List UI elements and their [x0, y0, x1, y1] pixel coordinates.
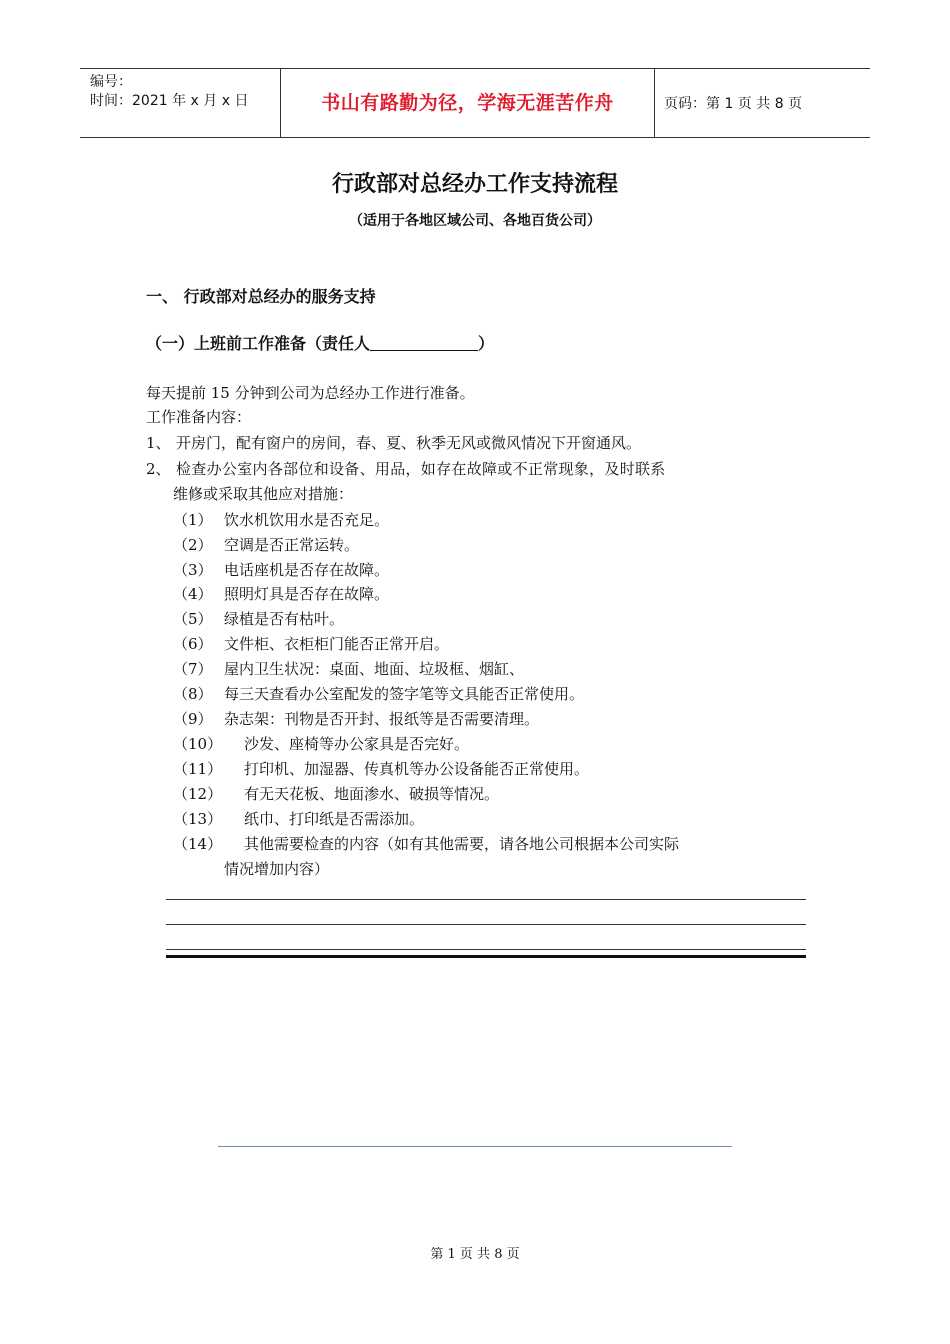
sub-item-number: （7）	[173, 660, 213, 678]
sub-item: 文件柜、衣柜柜门能否正常开启。	[224, 635, 450, 653]
sub-item-number: （11）	[173, 760, 223, 778]
list-item-continuation: 维修或采取其他应对措施：	[173, 485, 354, 503]
sub-item: 空调是否正常运转。	[224, 536, 360, 554]
sub-heading	[146, 332, 494, 356]
sub-item-number: （9）	[173, 710, 213, 728]
sub-item: 其他需要检查的内容（如有其他需要，请各地公司根据本公司实际	[244, 835, 680, 853]
document-subtitle: （适用于各地区域公司、各地百货公司）	[349, 213, 601, 229]
page-code: 页码：第 1 页 共 8 页	[664, 96, 803, 112]
sub-item: 有无天花板、地面渗水、破损等情况。	[244, 785, 500, 803]
header-table	[80, 68, 870, 138]
sub-item: 电话座机是否存在故障。	[224, 561, 390, 579]
list-item: 开房门，配有窗户的房间，春、夏、秋季无风或微风情况下开窗通风。	[176, 434, 642, 452]
motto: 书山有路勤为径，学海无涯苦作舟	[321, 92, 614, 114]
section-end-rule	[166, 955, 806, 958]
sub-item: 沙发、座椅等办公家具是否完好。	[244, 735, 470, 753]
fill-in-line	[166, 899, 806, 900]
sub-heading-suffix: ）	[478, 334, 495, 353]
header-motto-cell	[280, 69, 655, 137]
date-label: 时间：2021 年 x 月 x 日	[90, 93, 249, 109]
sub-item-number: （12）	[173, 785, 223, 803]
footer-page-number: 第 1 页 共 8 页	[430, 1247, 520, 1262]
sub-item-number: （8）	[173, 685, 213, 703]
sub-item-number: （3）	[173, 561, 213, 579]
code-label: 编号：	[90, 74, 132, 90]
header-meta-cell	[80, 69, 280, 137]
sub-item-number: （10）	[173, 735, 223, 753]
sub-item-number: （2）	[173, 536, 213, 554]
sub-item-continuation: 情况增加内容）	[224, 860, 330, 878]
sub-item-number: （1）	[173, 511, 213, 529]
sub-item-number: （14）	[173, 835, 223, 853]
sub-item: 杂志架：刊物是否开封、报纸等是否需要清理。	[224, 710, 540, 728]
sub-heading-prefix: （一）上班前工作准备（责任人	[146, 334, 371, 353]
fill-in-line	[166, 949, 806, 950]
header-page-cell	[654, 69, 870, 137]
fill-in-line	[166, 924, 806, 925]
sub-item: 绿植是否有枯叶。	[224, 610, 345, 628]
sub-item-number: （5）	[173, 610, 213, 628]
document-title: 行政部对总经办工作支持流程	[331, 172, 618, 197]
sub-item-number: （6）	[173, 635, 213, 653]
item-number: 2、	[146, 460, 171, 478]
sub-item-number: （13）	[173, 810, 223, 828]
sub-item: 饮水机饮用水是否充足。	[224, 511, 390, 529]
item-number: 1、	[146, 434, 171, 452]
content-label: 工作准备内容：	[146, 408, 252, 426]
intro-paragraph: 每天提前 15 分钟到公司为总经办工作进行准备。	[146, 384, 475, 402]
sub-item: 照明灯具是否存在故障。	[224, 585, 390, 603]
footer-divider	[218, 1146, 732, 1147]
sub-item: 每三天查看办公室配发的签字笔等文具能否正常使用。	[224, 685, 585, 703]
sub-item: 打印机、加湿器、传真机等办公设备能否正常使用。	[244, 760, 590, 778]
responsible-person-blank	[370, 334, 478, 351]
sub-item: 纸巾、打印纸是否需添加。	[244, 810, 425, 828]
sub-item: 屋内卫生状况：桌面、地面、垃圾框、烟缸、	[224, 660, 525, 678]
list-item: 检查办公室内各部位和设备、用品，如存在故障或不正常现象，及时联系	[176, 460, 666, 478]
sub-item-number: （4）	[173, 585, 213, 603]
section-heading: 一、 行政部对总经办的服务支持	[146, 287, 376, 306]
